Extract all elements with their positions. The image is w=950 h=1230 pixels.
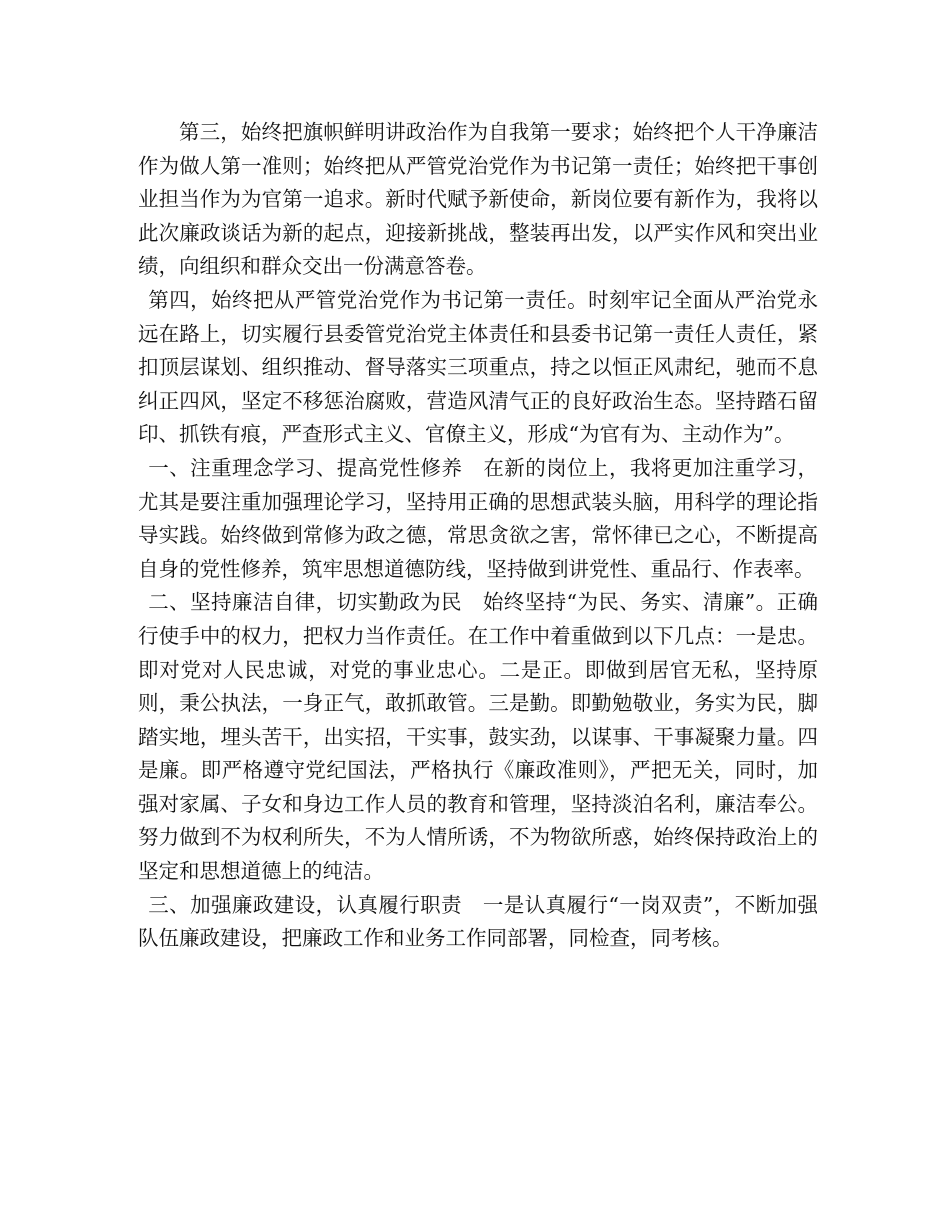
paragraph-section-three: 三、加强廉政建设，认真履行职责 一是认真履行“一岗双责”，不断加强队伍廉政建设，把廉政工作和业务工作同部署，同检查，同考核。 [138,892,818,951]
paragraph-third-principle: 第三，始终把旗帜鲜明讲政治作为自我第一要求；始终把个人干净廉洁作为做人第一准则；始终把从严管党治党作为书记第一责任；始终把干事创业担当作为为官第一追求。新时代赋予新使命，新岗位要有新作为，我将以此次廉政谈话为新的起点，迎接新挑战，整装再出发，以严实作风和突出业绩，向组织和群众交出一份满意答卷。 [138,120,818,279]
paragraph-fourth-principle: 第四，始终把从严管党治党作为书记第一责任。时刻牢记全面从严治党永远在路上，切实履行县委管党治党主体责任和县委书记第一责任人责任，紧扣顶层谋划、组织推动、督导落实三项重点，持之以恒正风肃纪，驰而不息纠正四风，坚定不移惩治腐败，营造风清气正的良好政治生态。坚持踏石留印、抓铁有痕，严查形式主义、官僚主义，形成“为官有为、主动作为”。 [138,287,818,447]
document-page [138,116,818,956]
paragraph-section-one: 一、注重理念学习、提高党性修养 在新的岗位上，我将更加注重学习，尤其是要注重加强理论学习，坚持用正确的思想武装头脑，用科学的理论指导实践。始终做到常修为政之德，常思贪欲之害，常怀律已之心，不断提高自身的党性修养，筑牢思想道德防线，坚持做到讲党性、重品行、作表率。 [138,455,818,581]
paragraph-section-two: 二、坚持廉洁自律，切实勤政为民 始终坚持“为民、务实、清廉”。正确行使手中的权力，把权力当作责任。在工作中着重做到以下几点：一是忠。即对党对人民忠诚，对党的事业忠心。二是正。即做到居官无私，坚持原则，秉公执法，一身正气，敢抓敢管。三是勤。即勤勉敬业，务实为民，脚踏实地，埋头苦干，出实招，干实事，鼓实劲，以谋事、干事凝聚力量。四是廉。即严格遵守党纪国法，严格执行《廉政准则》，严把无关，同时，加强对家属、子女和身边工作人员的教育和管理，坚持淡泊名利，廉洁奉公。努力做到不为权利所失，不为人情所诱，不为物欲所惑，始终保持政治上的坚定和思想道德上的纯洁。 [138,590,818,884]
